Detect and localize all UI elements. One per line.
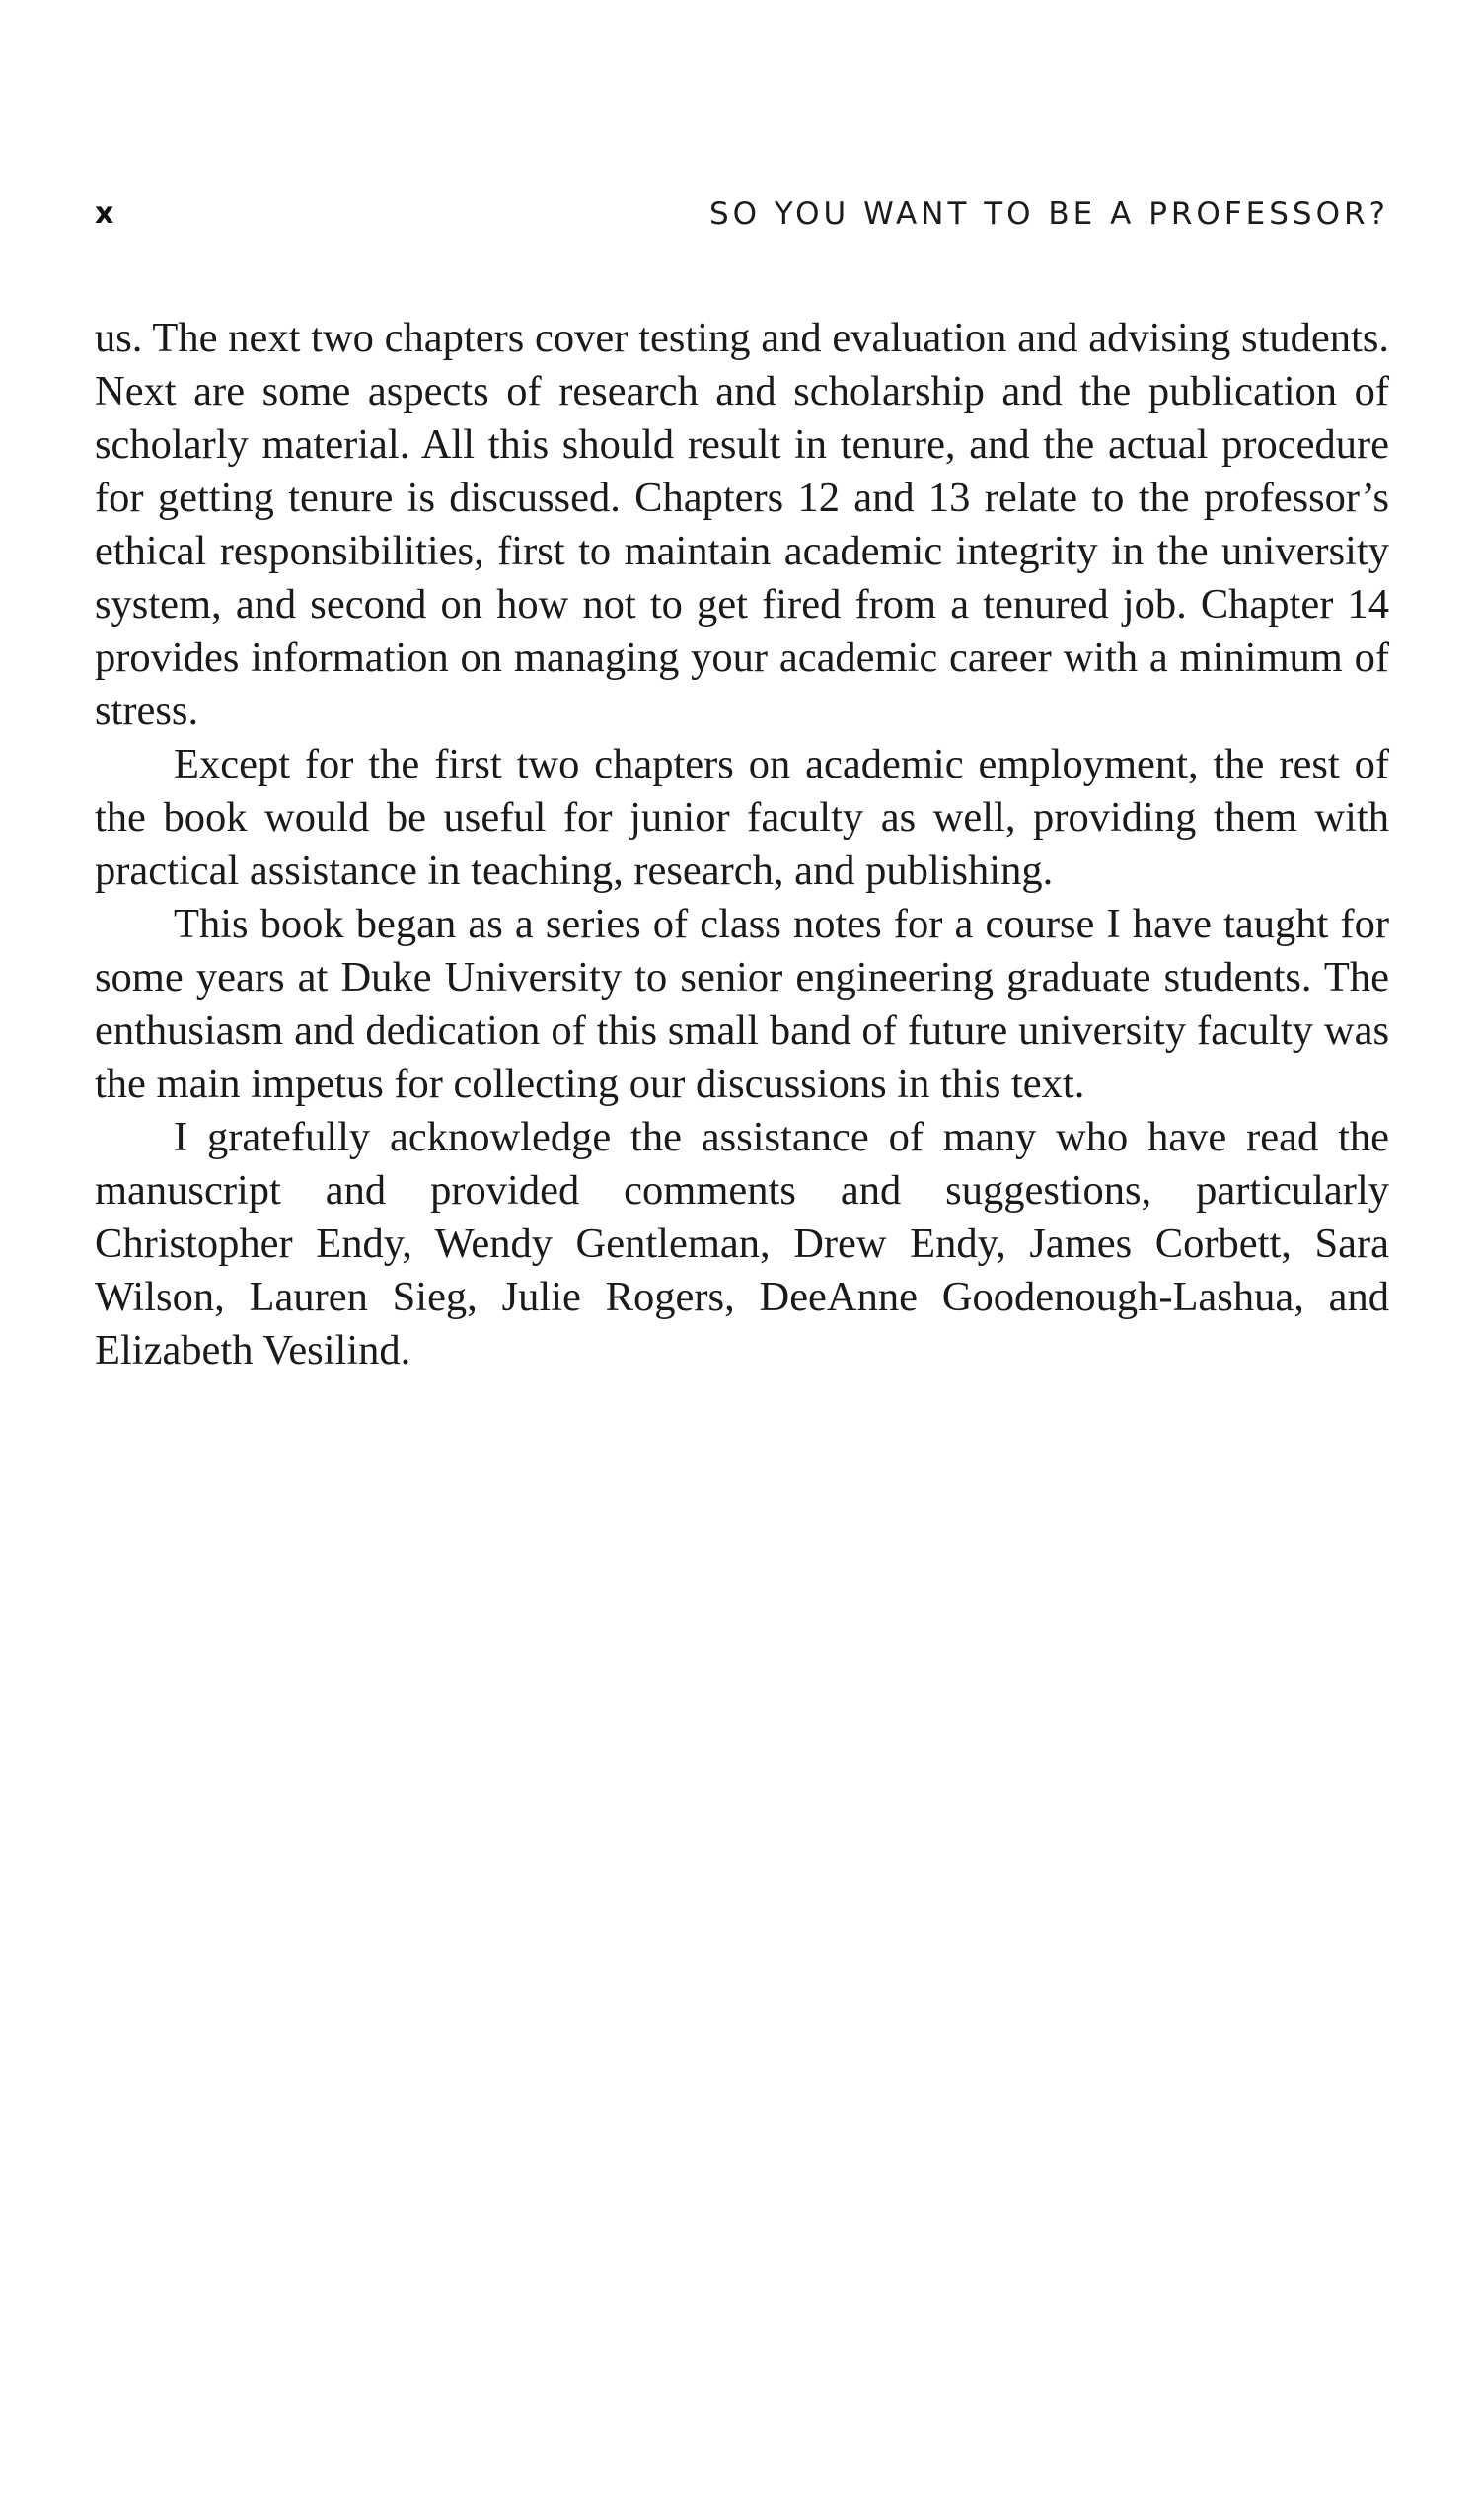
- paragraph-junior-faculty: Except for the first two chapters on academic employment, the rest of the book would be useful for junior faculty as well, providing them with practical assistance in teaching, research, and publishing.: [95, 741, 1389, 894]
- page-number: x: [95, 196, 114, 231]
- running-head: [95, 189, 1389, 239]
- paragraph-chapter-overview: us. The next two chapters cover testing and evaluation and advising students. Next are some aspects of research and scholarship and the publication of scholarly material. All this should result in tenure, and the actual procedure for getting tenure is discussed. Chapters 12 and 13 relate to the professor’s ethical responsibilities, first to maintain academic integrity in the university system, and second on how not to get fired from a tenured job. Chapter 14 provides information on managing your academic career with a minimum of stress.: [95, 315, 1389, 734]
- paragraph-acknowledgments: I gratefully acknowledge the assistance of many who have read the manuscript and provided comments and suggestions, particularly Christopher Endy, Wendy Gentleman, Drew Endy, James Corbett, Sara Wilson, Lauren Sieg, Julie Rogers, DeeAnne Goodenough-Lashua, and Elizabeth Vesilind.: [95, 1114, 1389, 1373]
- running-head-title: SO YOU WANT TO BE A PROFESSOR?: [708, 196, 1389, 232]
- body-text: [95, 312, 1389, 1377]
- paragraph-book-origin: This book began as a series of class notes for a course I have taught for some years at Duke University to senior engineering graduate students. The enthusiasm and dedication of this small band of future university faculty was the main impetus for collecting our discussions in this text.: [95, 901, 1389, 1107]
